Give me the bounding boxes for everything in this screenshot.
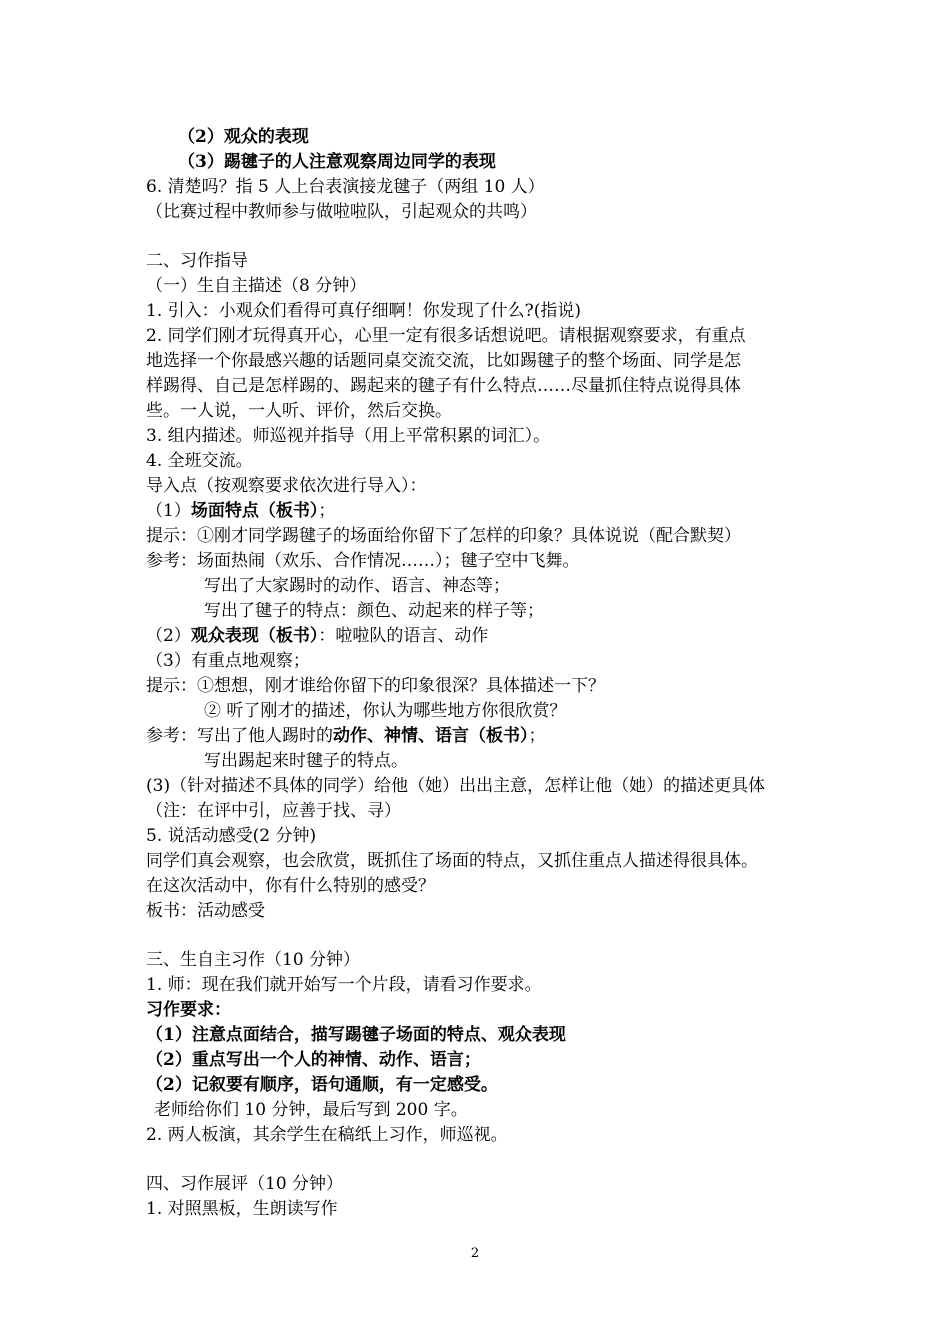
- step-2-line-1: 2. 同学们刚才玩得真开心，心里一定有很多话想说吧。请根据观察要求，有重点: [146, 326, 746, 346]
- review-step-1: 1. 对照黑板，生朗读写作: [146, 1199, 338, 1219]
- point-1-prefix: （1）: [146, 501, 191, 521]
- point-1-bold: 场面特点（板书）: [190, 501, 319, 521]
- point-3b: (3)（针对描述不具体的同学）给他（她）出出主意，怎样让他（她）的描述更具体: [146, 776, 766, 796]
- point-2-bold: 观众表现（板书）: [190, 626, 319, 646]
- reference-2-detail: 写出踢起来时毽子的特点。: [204, 751, 408, 771]
- requirement-1: （1）注意点面结合，描写踢毽子场面的特点、观众表现: [146, 1025, 566, 1045]
- sub-item-kicker: （3）踢毽子的人注意观察周边同学的表现: [178, 152, 496, 172]
- praise-line-2: 在这次活动中，你有什么特别的感受？: [146, 876, 435, 896]
- writing-step-1: 1. 师：现在我们就开始写一个片段，请看习作要求。: [146, 975, 542, 995]
- step-2-line-3: 样踢得、自己是怎样踢的、踢起来的毽子有什么特点……尽量抓住特点说得具体: [146, 376, 741, 396]
- reference-1-detail-a: 写出了大家踢时的动作、语言、神态等；: [204, 576, 510, 596]
- step-1: 1. 引入：小观众们看得可真仔细啊！你发现了什么?(指说): [146, 301, 582, 321]
- lead-in-points: 导入点（按观察要求依次进行导入）：: [146, 476, 427, 496]
- step-6: 6. 清楚吗？指 5 人上台表演接龙毽子（两组 10 人）: [146, 177, 545, 197]
- note-cheer: （比赛过程中教师参与做啦啦队，引起观众的共鸣）: [146, 202, 537, 222]
- point-2-prefix: （2）: [146, 626, 191, 646]
- step-5: 5. 说活动感受(2 分钟): [146, 826, 317, 846]
- point-2-suffix: ：啦啦队的语言、动作: [318, 626, 489, 646]
- point-1-suffix: ；: [318, 501, 336, 521]
- step-2-line-2: 地选择一个你最感兴趣的话题同桌交流交流，比如踢毽子的整个场面、同学是怎: [146, 351, 741, 371]
- reference-1-detail-b: 写出了毽子的特点：颜色、动起来的样子等；: [204, 601, 544, 621]
- hint-1: 提示：①刚才同学踢毽子的场面给你留下了怎样的印象？具体说说（配合默契）: [146, 526, 741, 546]
- board-note: 板书：活动感受: [146, 901, 265, 921]
- writing-requirements-heading: 习作要求：: [146, 1000, 231, 1020]
- step-4: 4. 全班交流。: [146, 451, 253, 471]
- section-heading-4: 四、习作展评（10 分钟）: [146, 1174, 344, 1194]
- sub-item-audience: （2）观众的表现: [178, 127, 309, 147]
- point-2: [146, 624, 488, 648]
- section-heading-2: 二、习作指导: [146, 251, 248, 271]
- reference-2-bold: 动作、神情、语言（板书）: [333, 726, 529, 746]
- point-1: [146, 499, 335, 523]
- praise-line-1: 同学们真会观察，也会欣赏，既抓住了场面的特点，又抓住重点人描述得很具体。: [146, 851, 758, 871]
- requirement-2: （2）重点写出一个人的神情、动作、语言；: [146, 1050, 481, 1070]
- requirement-3: （2）记叙要有顺序，语句通顺，有一定感受。: [146, 1075, 498, 1095]
- subsection-heading: （一）生自主描述（8 分钟）: [146, 276, 367, 296]
- point-3: （3）有重点地观察；: [146, 651, 310, 671]
- step-3: 3. 组内描述。师巡视并指导（用上平常积累的词汇）。: [146, 426, 551, 446]
- hint-2: 提示：①想想，刚才谁给你留下的印象很深？具体描述一下？: [146, 676, 605, 696]
- page-number: 2: [470, 1246, 480, 1261]
- time-note: 老师给你们 10 分钟，最后写到 200 字。: [154, 1100, 468, 1120]
- note-guide: （注：在评中引，应善于找、寻）: [146, 801, 401, 821]
- section-heading-3: 三、生自主习作（10 分钟）: [146, 950, 361, 970]
- reference-2: [146, 724, 546, 748]
- step-2-line-4: 些。一人说，一人听、评价，然后交换。: [146, 401, 452, 421]
- reference-2-prefix: 参考：写出了他人踢时的: [146, 726, 333, 746]
- reference-2-suffix: ；: [528, 726, 546, 746]
- hint-2-detail: ② 听了刚才的描述，你认为哪些地方你很欣赏？: [204, 701, 567, 721]
- reference-1: 参考：场面热闹（欢乐、合作情况……）；毽子空中飞舞。: [146, 551, 580, 571]
- writing-step-2: 2. 两人板演，其余学生在稿纸上习作，师巡视。: [146, 1125, 508, 1145]
